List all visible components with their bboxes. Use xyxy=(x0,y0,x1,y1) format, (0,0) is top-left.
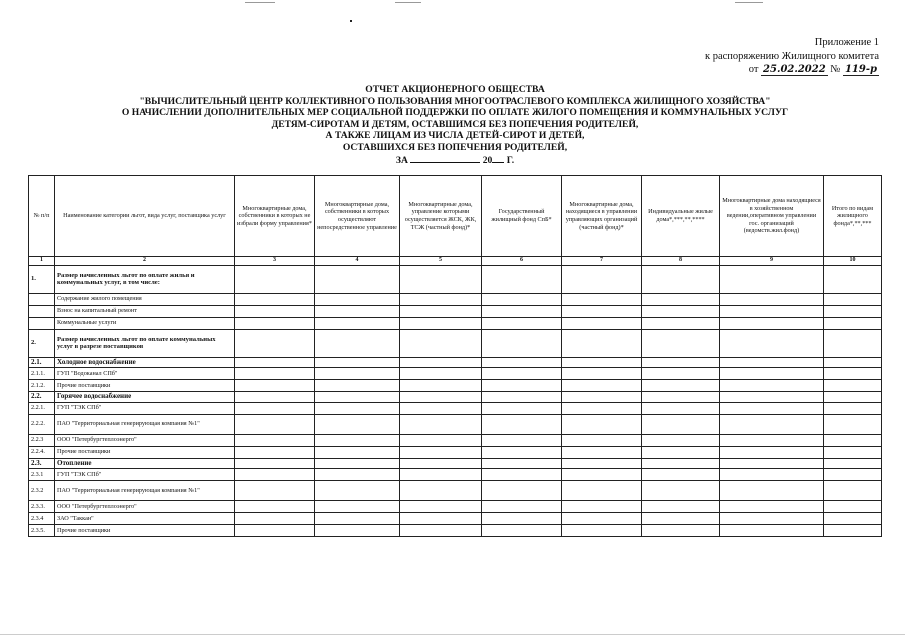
empty-value-cell[interactable] xyxy=(642,329,720,357)
header-cell: Государственный жилищный фонд СпБ* xyxy=(482,176,562,257)
empty-value-cell[interactable] xyxy=(235,265,315,293)
empty-value-cell[interactable] xyxy=(562,458,642,469)
title-line-2: "ВЫЧИСЛИТЕЛЬНЫЙ ЦЕНТР КОЛЛЕКТИВНОГО ПОЛЬЗОВАНИЯ МНОГООТРАСЛЕВОГО КОМПЛЕКСА ЖИЛИЩНОГО ХОЗЯЙСТВА" xyxy=(139,95,771,107)
empty-value-cell[interactable] xyxy=(315,317,400,329)
column-number: 7 xyxy=(562,257,642,266)
empty-value-cell[interactable] xyxy=(315,481,400,501)
empty-value-cell[interactable] xyxy=(482,329,562,357)
column-number: 10 xyxy=(824,257,882,266)
empty-value-cell[interactable] xyxy=(720,380,824,392)
row-number: 2.3.1 xyxy=(29,469,55,481)
date-prefix: от xyxy=(748,64,759,75)
row-number: 2.3.2 xyxy=(29,481,55,501)
empty-value-cell[interactable] xyxy=(315,368,400,380)
report-table xyxy=(28,175,882,537)
empty-value-cell[interactable] xyxy=(824,481,882,501)
table-row xyxy=(29,434,882,446)
table-row xyxy=(29,293,882,305)
empty-value-cell[interactable] xyxy=(642,380,720,392)
empty-value-cell[interactable] xyxy=(400,513,482,525)
empty-value-cell[interactable] xyxy=(482,392,562,403)
empty-value-cell[interactable] xyxy=(400,414,482,434)
empty-value-cell[interactable] xyxy=(824,380,882,392)
empty-value-cell[interactable] xyxy=(400,481,482,501)
empty-value-cell[interactable] xyxy=(642,357,720,368)
period-year-prefix: 20 xyxy=(482,154,493,166)
empty-value-cell[interactable] xyxy=(824,402,882,414)
report-body xyxy=(29,265,882,537)
empty-value-cell[interactable] xyxy=(720,446,824,458)
empty-value-cell[interactable] xyxy=(400,293,482,305)
empty-value-cell[interactable] xyxy=(315,293,400,305)
empty-value-cell[interactable] xyxy=(824,446,882,458)
empty-value-cell[interactable] xyxy=(235,458,315,469)
row-number: 2.3.5. xyxy=(29,525,55,537)
appendix-line-1: Приложение 1 xyxy=(814,37,879,48)
empty-value-cell[interactable] xyxy=(642,446,720,458)
empty-value-cell[interactable] xyxy=(315,458,400,469)
table-row xyxy=(29,458,882,469)
row-name: ООО "Петербургтеплоэнерго" xyxy=(55,501,235,513)
scan-artifact xyxy=(395,2,421,3)
empty-value-cell[interactable] xyxy=(720,414,824,434)
number-prefix: № xyxy=(830,64,841,75)
row-name: ГУП "Водоканал СПб" xyxy=(55,368,235,380)
empty-value-cell[interactable] xyxy=(562,392,642,403)
scan-artifact xyxy=(0,634,905,635)
empty-value-cell[interactable] xyxy=(400,501,482,513)
report-title xyxy=(110,84,800,166)
empty-value-cell[interactable] xyxy=(562,305,642,317)
empty-value-cell[interactable] xyxy=(315,414,400,434)
row-number: 2.3.3. xyxy=(29,501,55,513)
row-number: 2.1.2. xyxy=(29,380,55,392)
empty-value-cell[interactable] xyxy=(482,368,562,380)
empty-value-cell[interactable] xyxy=(315,392,400,403)
appendix-date-line xyxy=(749,63,879,77)
column-number: 3 xyxy=(235,257,315,266)
empty-value-cell[interactable] xyxy=(642,501,720,513)
header-cell: Наименование категории льгот, вида услуг, поставщика услуг xyxy=(55,176,235,257)
table-row xyxy=(29,414,882,434)
header-row xyxy=(29,176,882,257)
empty-value-cell[interactable] xyxy=(235,380,315,392)
empty-value-cell[interactable] xyxy=(482,446,562,458)
empty-value-cell[interactable] xyxy=(824,434,882,446)
row-number: 2.2.2. xyxy=(29,414,55,434)
empty-value-cell[interactable] xyxy=(720,392,824,403)
empty-value-cell[interactable] xyxy=(824,305,882,317)
empty-value-cell[interactable] xyxy=(562,402,642,414)
empty-value-cell[interactable] xyxy=(482,525,562,537)
empty-value-cell[interactable] xyxy=(482,458,562,469)
empty-value-cell[interactable] xyxy=(482,414,562,434)
empty-value-cell[interactable] xyxy=(642,265,720,293)
empty-value-cell[interactable] xyxy=(315,469,400,481)
header-cell: Итого по видам жилищного фонда*,**,*** xyxy=(824,176,882,257)
row-name: Прочие поставщики xyxy=(55,446,235,458)
empty-value-cell[interactable] xyxy=(315,380,400,392)
empty-value-cell[interactable] xyxy=(562,368,642,380)
title-line-5: А ТАКЖЕ ЛИЦАМ ИЗ ЧИСЛА ДЕТЕЙ-СИРОТ И ДЕТЕЙ, xyxy=(325,130,585,142)
table-row xyxy=(29,329,882,357)
row-number: 2.1. xyxy=(29,357,55,368)
empty-value-cell[interactable] xyxy=(562,513,642,525)
empty-value-cell[interactable] xyxy=(824,368,882,380)
period-za: ЗА xyxy=(395,154,408,166)
empty-value-cell[interactable] xyxy=(824,293,882,305)
empty-value-cell[interactable] xyxy=(235,446,315,458)
empty-value-cell[interactable] xyxy=(824,501,882,513)
empty-value-cell[interactable] xyxy=(720,293,824,305)
table-row xyxy=(29,305,882,317)
row-name: Размер начисленных льгот по оплате коммунальных услуг в разрезе поставщиков xyxy=(55,329,235,357)
empty-value-cell[interactable] xyxy=(824,525,882,537)
empty-value-cell[interactable] xyxy=(562,357,642,368)
column-number: 1 xyxy=(29,257,55,266)
handwritten-date: 25.02.2022 xyxy=(763,64,826,75)
empty-value-cell[interactable] xyxy=(400,458,482,469)
empty-value-cell[interactable] xyxy=(235,357,315,368)
empty-value-cell[interactable] xyxy=(824,469,882,481)
empty-value-cell[interactable] xyxy=(562,293,642,305)
table-row xyxy=(29,357,882,368)
empty-value-cell[interactable] xyxy=(720,329,824,357)
empty-value-cell[interactable] xyxy=(235,293,315,305)
empty-value-cell[interactable] xyxy=(235,329,315,357)
row-number xyxy=(29,317,55,329)
empty-value-cell[interactable] xyxy=(315,525,400,537)
column-number: 6 xyxy=(482,257,562,266)
table-row xyxy=(29,469,882,481)
column-number-row xyxy=(29,257,882,266)
row-number: 1. xyxy=(29,265,55,293)
empty-value-cell[interactable] xyxy=(235,317,315,329)
empty-value-cell[interactable] xyxy=(642,392,720,403)
empty-value-cell[interactable] xyxy=(482,305,562,317)
empty-value-cell[interactable] xyxy=(482,265,562,293)
row-number: 2. xyxy=(29,329,55,357)
empty-value-cell[interactable] xyxy=(482,380,562,392)
empty-value-cell[interactable] xyxy=(642,469,720,481)
empty-value-cell[interactable] xyxy=(235,525,315,537)
empty-value-cell[interactable] xyxy=(720,265,824,293)
empty-value-cell[interactable] xyxy=(315,434,400,446)
empty-value-cell[interactable] xyxy=(400,469,482,481)
title-line-1: ОТЧЕТ АКЦИОНЕРНОГО ОБЩЕСТВА xyxy=(365,84,545,95)
empty-value-cell[interactable] xyxy=(720,402,824,414)
empty-value-cell[interactable] xyxy=(824,513,882,525)
empty-value-cell[interactable] xyxy=(562,414,642,434)
title-line-6: ОСТАВШИХСЯ БЕЗ ПОПЕЧЕНИЯ РОДИТЕЛЕЙ, xyxy=(342,141,568,153)
title-line-4: ДЕТЯМ-СИРОТАМ И ДЕТЯМ, ОСТАВШИМСЯ БЕЗ ПОПЕЧЕНИЯ РОДИТЕЛЕЙ, xyxy=(271,118,639,130)
empty-value-cell[interactable] xyxy=(235,368,315,380)
empty-value-cell[interactable] xyxy=(642,525,720,537)
empty-value-cell[interactable] xyxy=(400,392,482,403)
row-number: 2.1.1. xyxy=(29,368,55,380)
empty-value-cell[interactable] xyxy=(824,329,882,357)
table-row xyxy=(29,392,882,403)
row-name: Коммунальные услуги xyxy=(55,317,235,329)
row-name: ГУП "ТЭК СПб" xyxy=(55,469,235,481)
empty-value-cell[interactable] xyxy=(824,265,882,293)
empty-value-cell[interactable] xyxy=(720,434,824,446)
row-name: Холодное водоснабжение xyxy=(55,357,235,368)
appendix-line-2: к распоряжению Жилищного комитета xyxy=(705,50,879,62)
row-name: Взнос на капитальный ремонт xyxy=(55,305,235,317)
empty-value-cell[interactable] xyxy=(720,525,824,537)
row-name: Содержание жилого помещения xyxy=(55,293,235,305)
empty-value-cell[interactable] xyxy=(400,265,482,293)
table-row xyxy=(29,368,882,380)
header-cell: Многоквартирные дома, управление которыми осуществляется ЖСК, ЖК, ТСЖ (частный фонд)* xyxy=(400,176,482,257)
empty-value-cell[interactable] xyxy=(400,357,482,368)
empty-value-cell[interactable] xyxy=(315,513,400,525)
header-cell: № п/п xyxy=(29,176,55,257)
empty-value-cell[interactable] xyxy=(235,402,315,414)
header-cell: Индивидуальные жилые дома*,***,**,**** xyxy=(642,176,720,257)
empty-value-cell[interactable] xyxy=(562,434,642,446)
empty-value-cell[interactable] xyxy=(562,469,642,481)
empty-value-cell[interactable] xyxy=(482,481,562,501)
table-row xyxy=(29,402,882,414)
column-number: 5 xyxy=(400,257,482,266)
row-name: Прочие поставщики xyxy=(55,525,235,537)
empty-value-cell[interactable] xyxy=(642,434,720,446)
empty-value-cell[interactable] xyxy=(562,501,642,513)
empty-value-cell[interactable] xyxy=(482,469,562,481)
empty-value-cell[interactable] xyxy=(315,446,400,458)
empty-value-cell[interactable] xyxy=(235,392,315,403)
empty-value-cell[interactable] xyxy=(562,481,642,501)
empty-value-cell[interactable] xyxy=(824,317,882,329)
scan-artifact xyxy=(245,2,275,3)
empty-value-cell[interactable] xyxy=(642,513,720,525)
row-number: 2.2.4. xyxy=(29,446,55,458)
empty-value-cell[interactable] xyxy=(720,513,824,525)
row-name: Прочие поставщики xyxy=(55,380,235,392)
row-number xyxy=(29,305,55,317)
handwritten-number: 119-р xyxy=(844,64,877,75)
year-blank xyxy=(492,154,504,163)
table-row xyxy=(29,265,882,293)
empty-value-cell[interactable] xyxy=(482,293,562,305)
empty-value-cell[interactable] xyxy=(235,513,315,525)
empty-value-cell[interactable] xyxy=(482,434,562,446)
empty-value-cell[interactable] xyxy=(562,329,642,357)
empty-value-cell[interactable] xyxy=(642,305,720,317)
empty-value-cell[interactable] xyxy=(642,481,720,501)
column-number: 8 xyxy=(642,257,720,266)
empty-value-cell[interactable] xyxy=(400,434,482,446)
empty-value-cell[interactable] xyxy=(720,357,824,368)
row-name: ЗАО "Таккан" xyxy=(55,513,235,525)
row-name: Размер начисленных льгот по оплате жилья и коммунальных услуг, в том числе: xyxy=(55,265,235,293)
empty-value-cell[interactable] xyxy=(482,513,562,525)
period-year-suffix: Г. xyxy=(506,154,515,166)
empty-value-cell[interactable] xyxy=(642,458,720,469)
empty-value-cell[interactable] xyxy=(720,481,824,501)
empty-value-cell[interactable] xyxy=(824,414,882,434)
header-cell: Многоквартирные дома находящиеся в хозяйственном ведении,оперативном управлении гос. организаций (ведомств.жил.фонд) xyxy=(720,176,824,257)
row-number xyxy=(29,293,55,305)
empty-value-cell[interactable] xyxy=(400,380,482,392)
title-period-line xyxy=(110,154,800,167)
empty-value-cell[interactable] xyxy=(642,317,720,329)
empty-value-cell[interactable] xyxy=(562,525,642,537)
empty-value-cell[interactable] xyxy=(642,293,720,305)
empty-value-cell[interactable] xyxy=(315,357,400,368)
row-number: 2.2.3 xyxy=(29,434,55,446)
empty-value-cell[interactable] xyxy=(562,317,642,329)
scan-artifact xyxy=(350,20,352,22)
row-name: Отопление xyxy=(55,458,235,469)
empty-value-cell[interactable] xyxy=(482,317,562,329)
empty-value-cell[interactable] xyxy=(400,329,482,357)
empty-value-cell[interactable] xyxy=(642,368,720,380)
title-line-3: О НАЧИСЛЕНИИ ДОПОЛНИТЕЛЬНЫХ МЕР СОЦИАЛЬНОЙ ПОДДЕРЖКИ ПО ОПЛАТЕ ЖИЛОГО ПОМЕЩЕНИЯ И КОММУНАЛЬНЫХ УСЛУГ xyxy=(121,107,789,119)
empty-value-cell[interactable] xyxy=(562,446,642,458)
empty-value-cell[interactable] xyxy=(482,501,562,513)
empty-value-cell[interactable] xyxy=(720,501,824,513)
empty-value-cell[interactable] xyxy=(400,305,482,317)
empty-value-cell[interactable] xyxy=(642,414,720,434)
empty-value-cell[interactable] xyxy=(720,317,824,329)
empty-value-cell[interactable] xyxy=(235,305,315,317)
empty-value-cell[interactable] xyxy=(235,501,315,513)
table-row xyxy=(29,446,882,458)
header-cell: Многоквартирные дома, собственники в которых не избрали форму управления* xyxy=(235,176,315,257)
empty-value-cell[interactable] xyxy=(315,329,400,357)
empty-value-cell[interactable] xyxy=(720,305,824,317)
empty-value-cell[interactable] xyxy=(824,458,882,469)
table-row xyxy=(29,501,882,513)
row-number: 2.3.4 xyxy=(29,513,55,525)
empty-value-cell[interactable] xyxy=(824,392,882,403)
empty-value-cell[interactable] xyxy=(720,368,824,380)
empty-value-cell[interactable] xyxy=(315,501,400,513)
empty-value-cell[interactable] xyxy=(562,380,642,392)
empty-value-cell[interactable] xyxy=(235,414,315,434)
empty-value-cell[interactable] xyxy=(482,357,562,368)
empty-value-cell[interactable] xyxy=(315,265,400,293)
empty-value-cell[interactable] xyxy=(400,525,482,537)
table-row xyxy=(29,380,882,392)
appendix-reference xyxy=(649,36,879,77)
empty-value-cell[interactable] xyxy=(400,317,482,329)
empty-value-cell[interactable] xyxy=(720,469,824,481)
empty-value-cell[interactable] xyxy=(482,402,562,414)
row-name: ГУП "ТЭК СПб" xyxy=(55,402,235,414)
empty-value-cell[interactable] xyxy=(720,458,824,469)
row-name: ПАО "Территориальная генерирующая компания №1" xyxy=(55,481,235,501)
empty-value-cell[interactable] xyxy=(315,402,400,414)
empty-value-cell[interactable] xyxy=(400,402,482,414)
empty-value-cell[interactable] xyxy=(824,357,882,368)
row-number: 2.3. xyxy=(29,458,55,469)
column-number: 2 xyxy=(55,257,235,266)
table-row xyxy=(29,525,882,537)
scan-artifact xyxy=(735,2,763,3)
table-row xyxy=(29,317,882,329)
empty-value-cell[interactable] xyxy=(562,265,642,293)
period-blank xyxy=(410,154,480,163)
empty-value-cell[interactable] xyxy=(400,446,482,458)
row-name: Горячее водоснабжение xyxy=(55,392,235,403)
table-row xyxy=(29,513,882,525)
table-row xyxy=(29,481,882,501)
row-number: 2.2.1. xyxy=(29,402,55,414)
column-number: 9 xyxy=(720,257,824,266)
empty-value-cell[interactable] xyxy=(235,469,315,481)
row-number: 2.2. xyxy=(29,392,55,403)
empty-value-cell[interactable] xyxy=(400,368,482,380)
row-name: ООО "Петербургтеплоэнерго" xyxy=(55,434,235,446)
column-number: 4 xyxy=(315,257,400,266)
row-name: ПАО "Территориальная генерирующая компания №1" xyxy=(55,414,235,434)
header-cell: Многоквартирные дома, находящиеся в управлении управляющих организаций (частный фонд)* xyxy=(562,176,642,257)
empty-value-cell[interactable] xyxy=(642,402,720,414)
empty-value-cell[interactable] xyxy=(235,481,315,501)
empty-value-cell[interactable] xyxy=(315,305,400,317)
header-cell: Многоквартирные дома, собственники в которых осуществляют непосредственное управление xyxy=(315,176,400,257)
empty-value-cell[interactable] xyxy=(235,434,315,446)
